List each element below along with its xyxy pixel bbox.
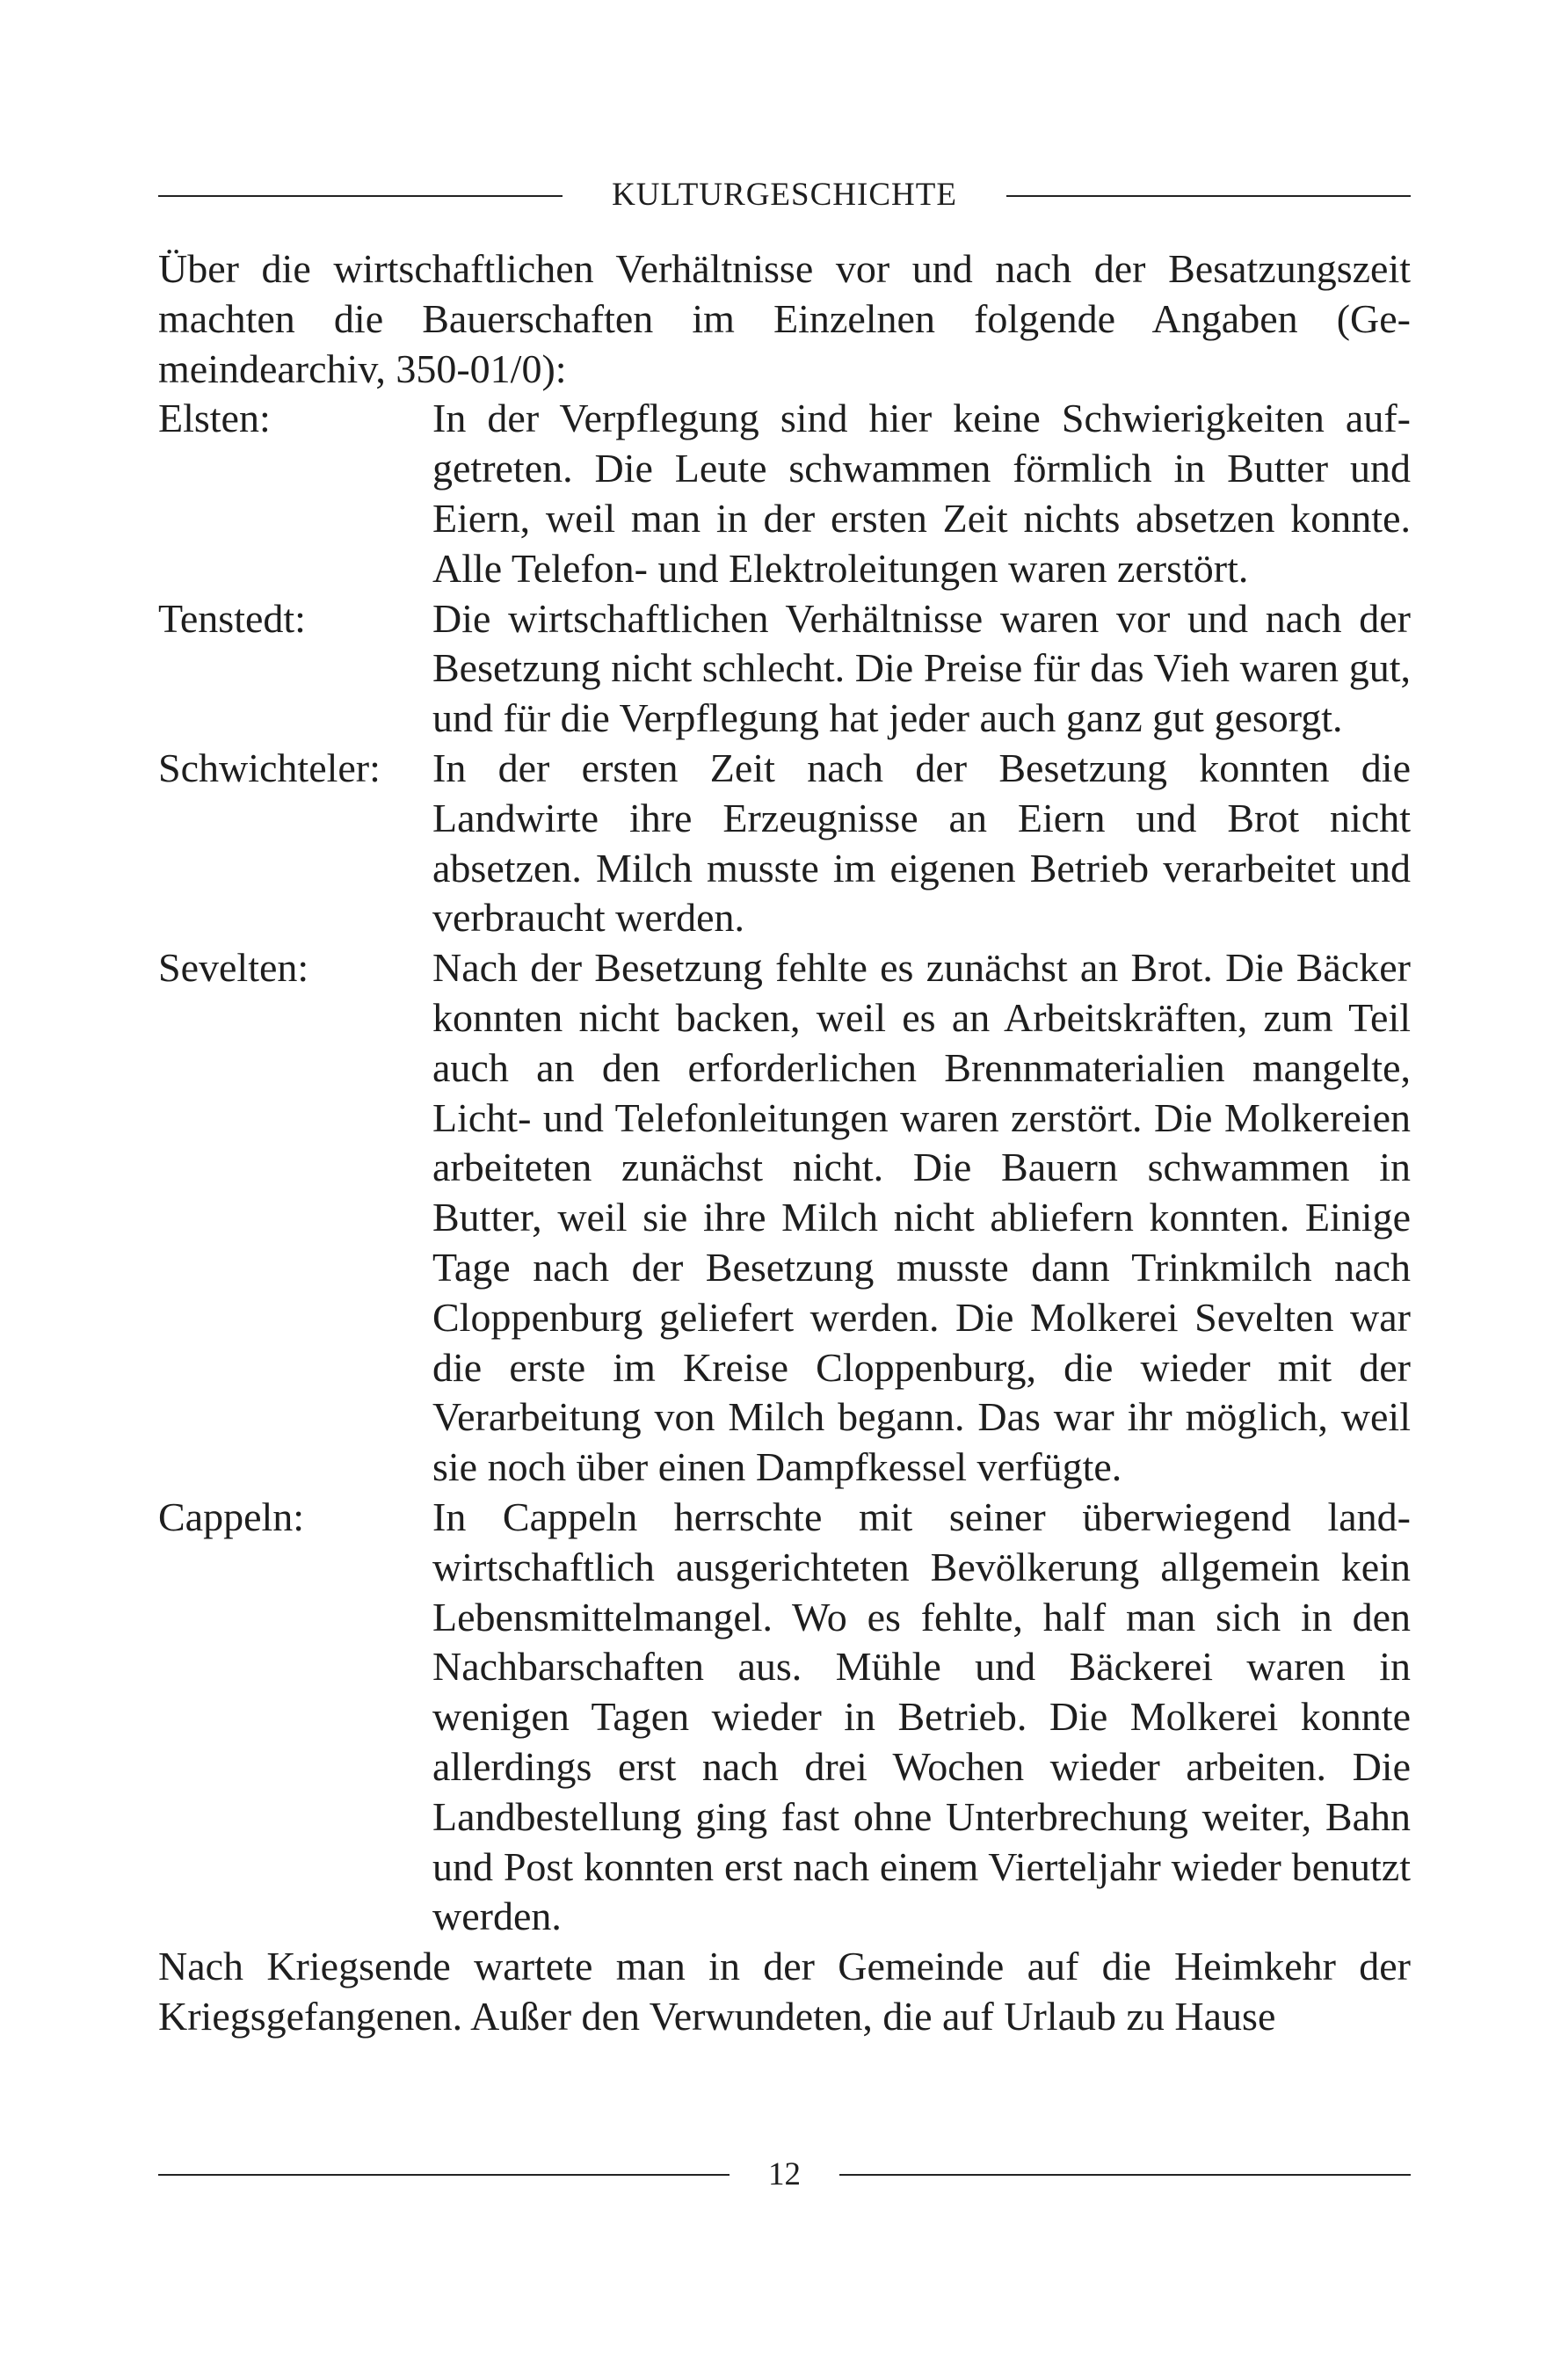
village-entry: [158, 594, 1411, 744]
village-entry: [158, 1493, 1411, 1942]
village-entry: [158, 394, 1411, 593]
page-number-text: 12: [742, 2156, 827, 2192]
village-report: In der Verpflegung sind hier keine Schwierigkeiten aufgetreten. Die Leute schwammen förmlich in Butter und Eiern, weil man in der ersten Zeit nichts absetzen konnte. Alle Telefon- und Elektroleitungen waren zerstört.: [432, 396, 1411, 591]
intro-paragraph: Über die wirtschaftlichen Verhältnisse vor und nach der Besatzungszeit machten die Bauerschaften im Einzelnen folgende Angaben (Gemeindearchiv, 350-01/0):: [158, 246, 1411, 391]
village-entry: [158, 744, 1411, 943]
village-report: In Cappeln herrschte mit seiner überwiegend landwirtschaftlich ausgerichteten Bevölkerung allgemein kein Lebensmittelmangel. Wo es fehlte, half man sich in den Nachbarschaften aus. Mühle und Bäckerei waren in wenigen Tagen wieder in Betrieb. Die Molkerei konnte allerdings erst nach drei Wochen wieder arbeiten. Die Landbestellung ging fast ohne Unterbrechung weiter, Bahn und Post konnten erst nach einem Vierteljahr wieder benutzt werden.: [432, 1494, 1411, 1939]
running-head: [158, 178, 1411, 213]
village-report: Die wirtschaftlichen Verhältnisse waren vor und nach der Besetzung nicht schlecht. Die Preise für das Vieh waren gut, und für die Verpflegung hat jeder auch ganz gut gesorgt.: [432, 595, 1411, 741]
closing-paragraph: Nach Kriegsende wartete man in der Gemeinde auf die Heimkehr der Kriegsgefangenen. Außer den Verwundeten, die auf Urlaub zu Hause: [158, 1944, 1411, 2039]
village-name: Sevelten:: [158, 945, 309, 991]
village-name: Cappeln:: [158, 1494, 305, 1539]
village-name: Elsten:: [158, 396, 271, 441]
village-report: In der ersten Zeit nach der Besetzung konnten die Landwirte ihre Erzeugnisse an Eiern und Brot nicht absetzen. Milch musste im eigenen Betrieb verarbeitet und verbraucht werden.: [432, 745, 1411, 941]
page-number: [158, 2157, 1411, 2192]
village-report-list: [158, 394, 1411, 1942]
village-report: Nach der Besetzung fehlte es zunächst an Brot. Die Bäcker konnten nicht backen, weil es an Arbeitskräften, zum Teil auch an den erforderlichen Brennmaterialien mangelte, Licht- und Telefonleitungen waren zerstört. Die Molkereien arbeiteten zunächst nicht. Die Bauern schwammen in Butter, weil sie ihre Milch nicht abliefern konnten. Einige Tage nach der Besetzung musste dann Trinkmilch nach Cloppenburg geliefert werden. Die Molkerei Sevelten war die erste im Kreise Cloppenburg, die wieder mit der Verarbeitung von Milch begann. Das war ihr möglich, weil sie noch über einen Dampfkessel verfügte.: [432, 945, 1411, 1490]
page-body: [158, 244, 1411, 2042]
village-name: Tenstedt:: [158, 595, 306, 641]
running-title: KULTURGESCHICHTE: [592, 177, 976, 213]
village-name: Schwichteler:: [158, 745, 381, 790]
village-entry: [158, 943, 1411, 1493]
